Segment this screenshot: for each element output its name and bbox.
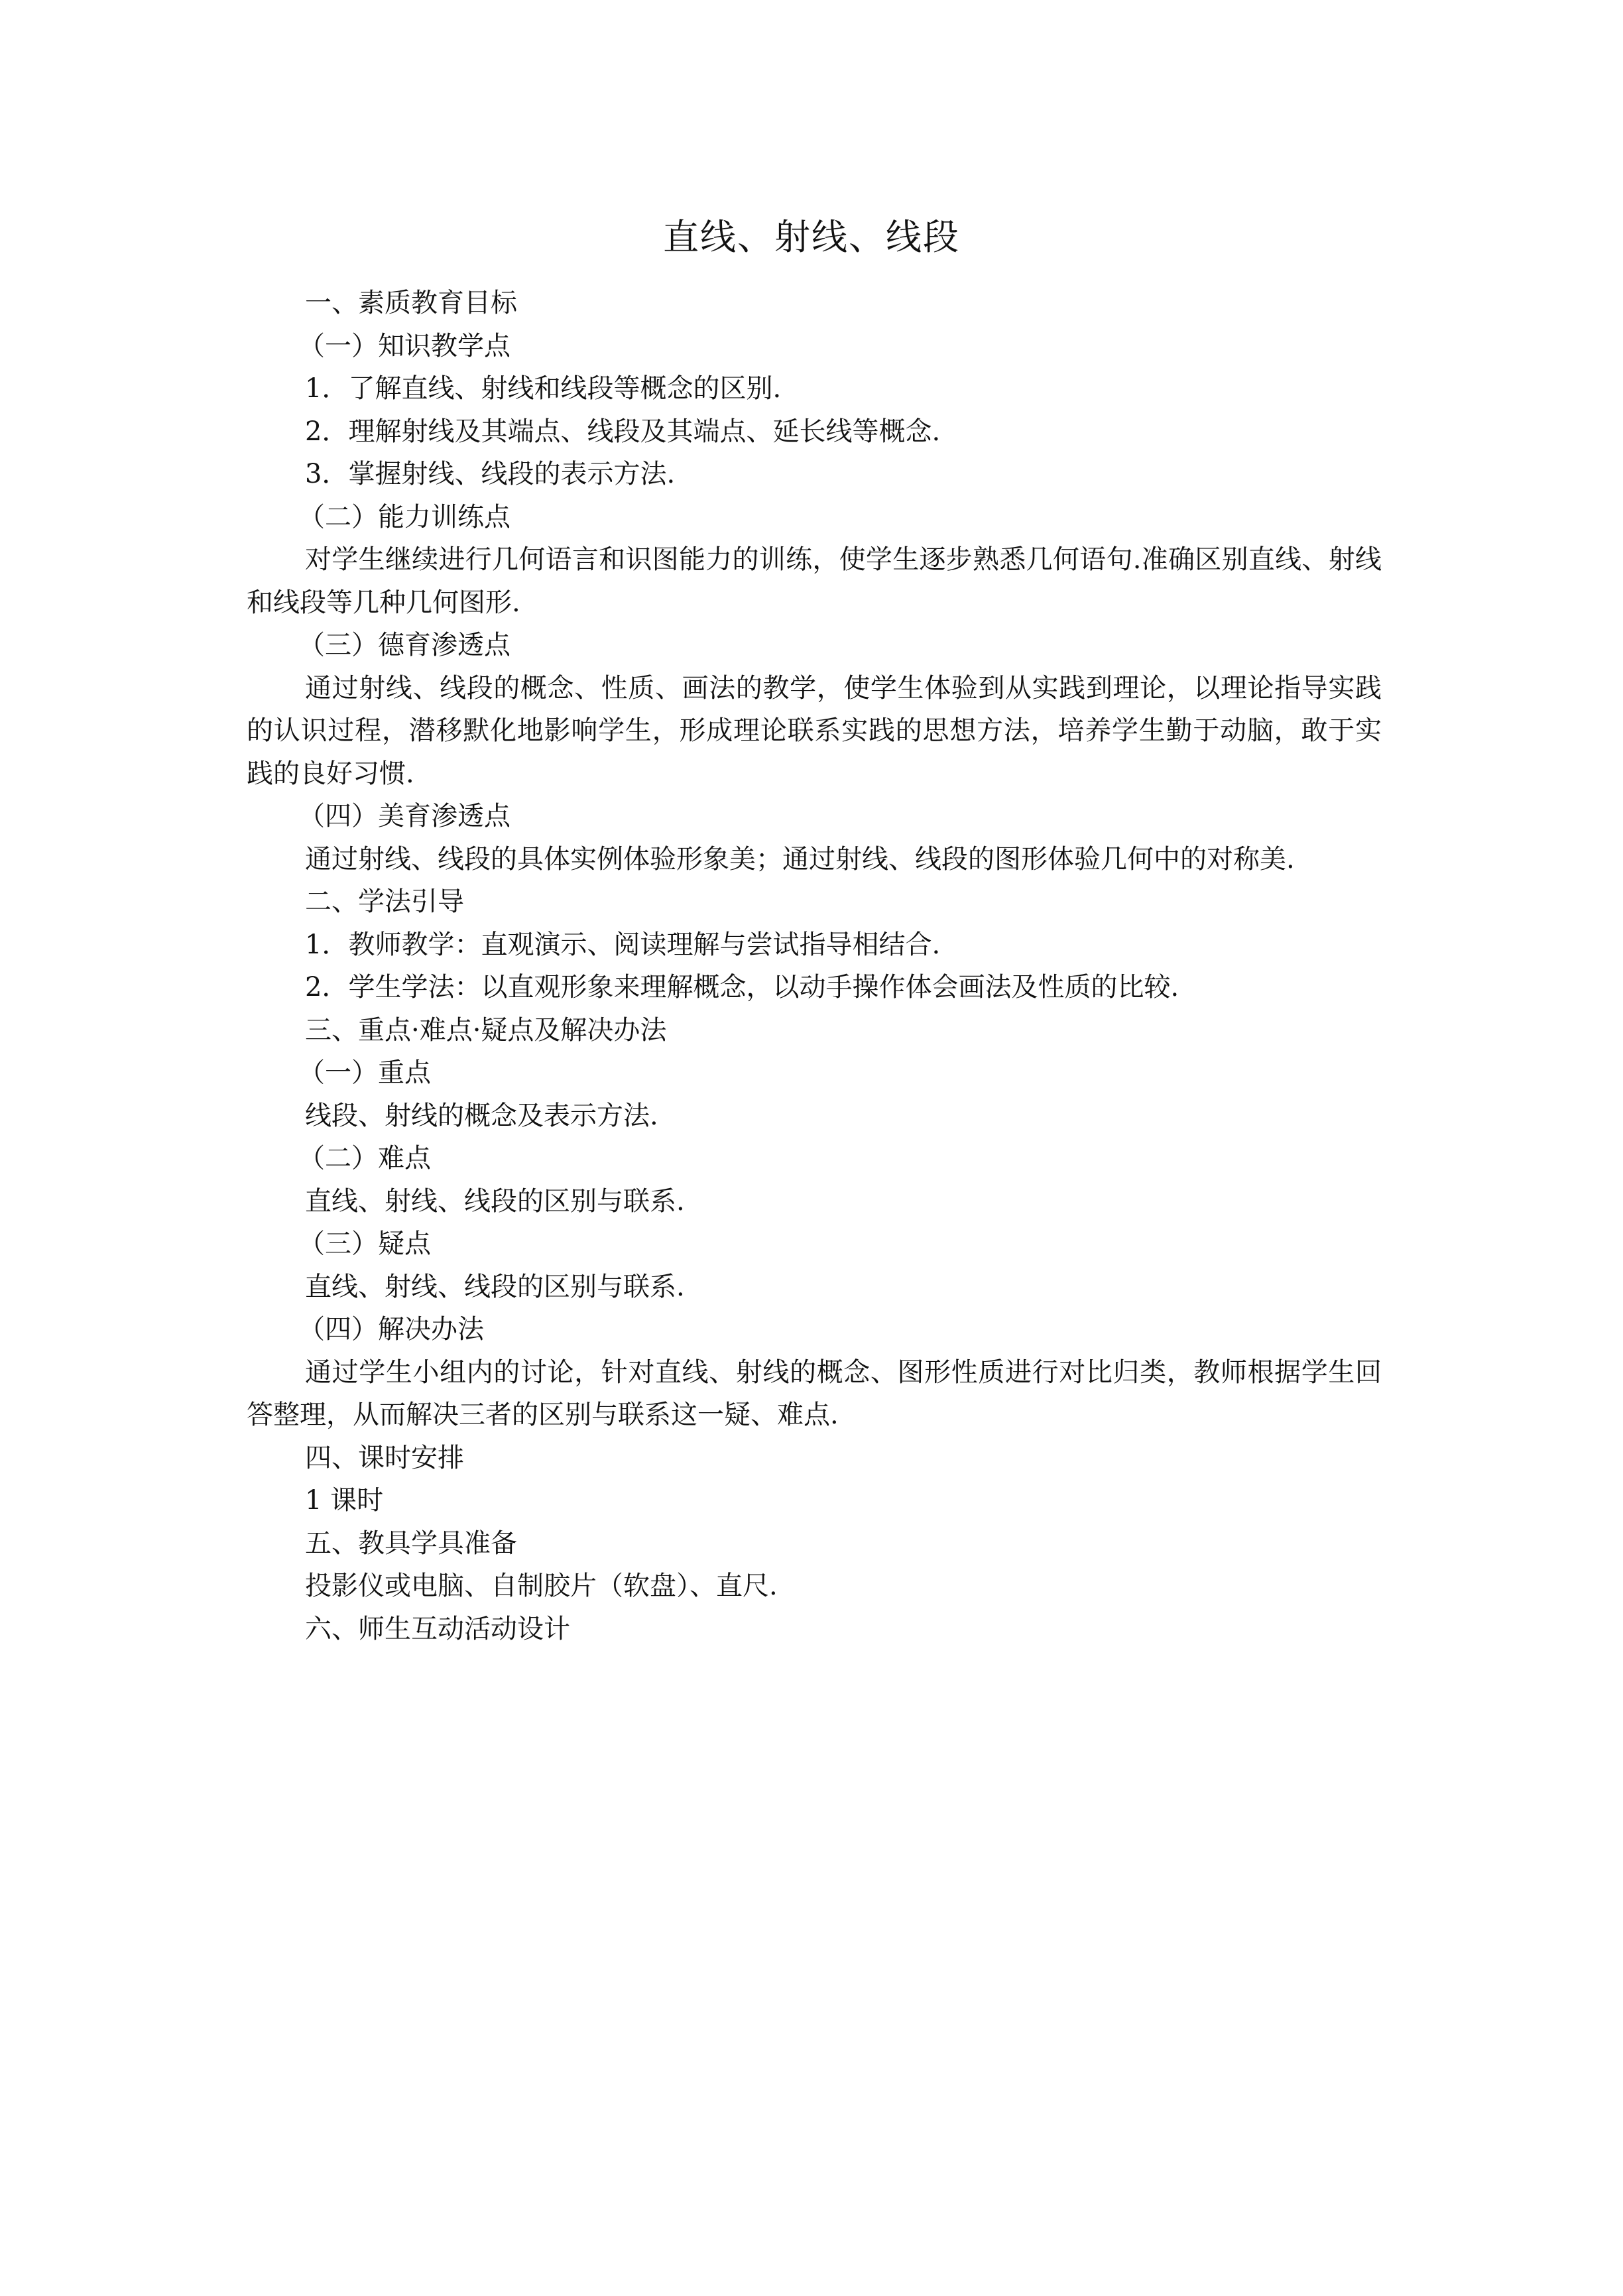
- subsection-heading: （二）难点: [298, 1143, 431, 1174]
- document-body: [247, 282, 1382, 1650]
- subsection-heading: （三）德育渗透点: [298, 630, 511, 660]
- paragraph: 直线、射线、线段的区别与联系.: [305, 1185, 685, 1217]
- page-title: 直线、射线、线段: [663, 216, 960, 258]
- subsection-heading: （一）重点: [298, 1057, 431, 1088]
- paragraph: 通过学生小组内的讨论，针对直线、射线的概念、图形性质进行对比归类，教师根据学生回答整理，从而解决三者的区别与联系这一疑、难点.: [247, 1357, 1382, 1430]
- list-item: 2．理解射线及其端点、线段及其端点、延长线等概念.: [305, 416, 941, 447]
- subsection-heading: （三）疑点: [298, 1229, 431, 1259]
- list-item: 1．教师教学：直观演示、阅读理解与尝试指导相结合.: [305, 929, 941, 960]
- paragraph: 对学生继续进行几何语言和识图能力的训练，使学生逐步熟悉几何语句.准确区别直线、射线和线段等几种几何图形.: [247, 544, 1382, 618]
- paragraph: 通过射线、线段的具体实例体验形象美；通过射线、线段的图形体验几何中的对称美.: [305, 843, 1295, 875]
- paragraph: 通过射线、线段的概念、性质、画法的教学，使学生体验到从实践到理论，以理论指导实践的认识过程，潜移默化地影响学生，形成理论联系实践的思想方法，培养学生勤于动脑，敢于实践的良好习惯.: [247, 672, 1382, 789]
- list-item: 3．掌握射线、线段的表示方法.: [305, 459, 676, 489]
- subsection-heading: （四）解决办法: [298, 1314, 484, 1345]
- list-item: 1．了解直线、射线和线段等概念的区别.: [305, 373, 782, 404]
- section-heading: 四、课时安排: [305, 1442, 464, 1473]
- subsection-heading: （一）知识教学点: [298, 330, 511, 361]
- paragraph: 投影仪或电脑、自制胶片（软盘）、直尺.: [305, 1571, 778, 1601]
- section-heading: 五、教具学具准备: [305, 1528, 517, 1559]
- section-heading: 三、重点·难点·疑点及解决办法: [305, 1014, 667, 1046]
- section-heading: 二、学法引导: [305, 886, 464, 917]
- paragraph: 线段、射线的概念及表示方法.: [305, 1100, 658, 1131]
- subsection-heading: （四）美育渗透点: [298, 801, 511, 831]
- paragraph: 直线、射线、线段的区别与联系.: [305, 1271, 685, 1302]
- list-item: 2．学生学法：以直观形象来理解概念，以动手操作体会画法及性质的比较.: [305, 972, 1179, 1002]
- paragraph: 1 课时: [305, 1485, 384, 1516]
- section-heading: 六、师生互动活动设计: [305, 1613, 570, 1644]
- subsection-heading: （二）能力训练点: [298, 501, 511, 532]
- section-heading: 一、素质教育目标: [305, 288, 517, 318]
